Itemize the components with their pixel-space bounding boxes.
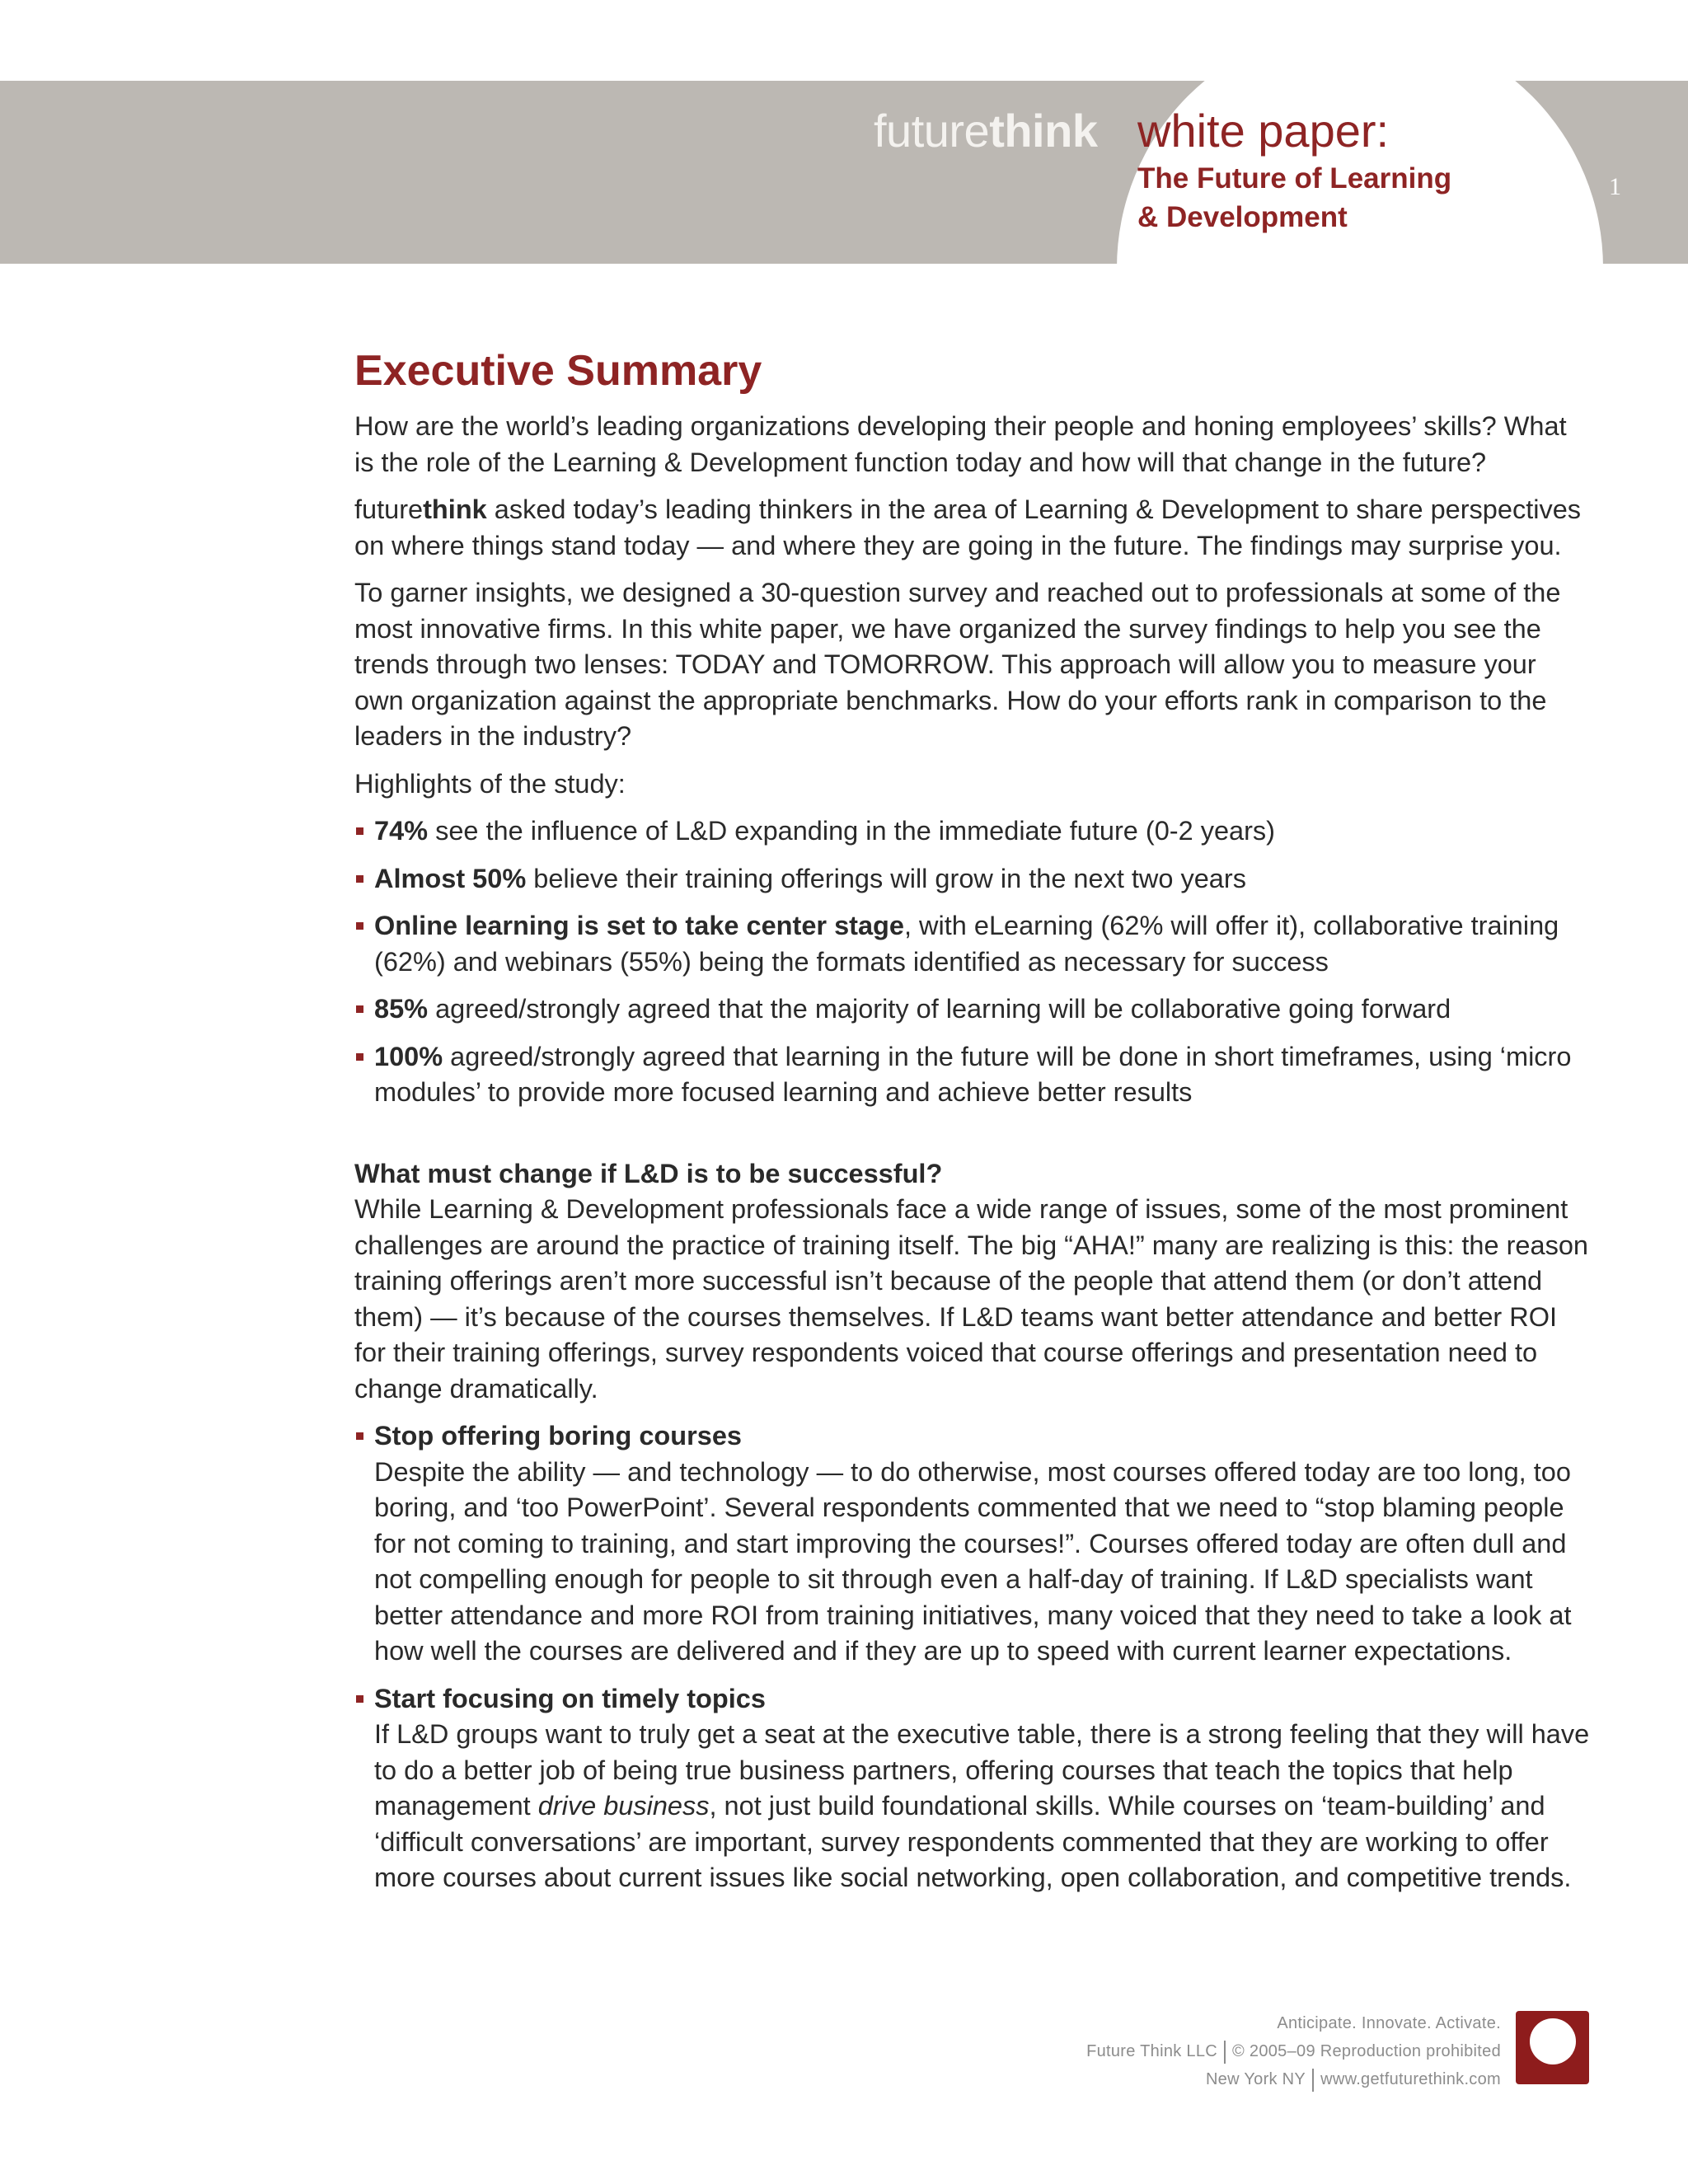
futurethink-logo-icon	[1516, 2011, 1589, 2084]
footer-tagline: Anticipate. Innovate. Activate.	[1277, 2014, 1501, 2032]
list-item: Online learning is set to take center stage, with eLearning (62% will offer it), collaborative training (62%) and webinars (55%) being the formats identified as necessary for success	[354, 908, 1591, 980]
footer-copyright: © 2005–09 Reproduction prohibited	[1232, 2042, 1501, 2060]
highlights-label: Highlights of the study:	[354, 768, 626, 799]
section-title: Stop offering boring courses	[374, 1421, 742, 1451]
change-intro: While Learning & Development professionals face a wide range of issues, some of the most prominent challenges are around the practice of training itself. The big “AHA!” many are realizing is this: the reason training offerings aren’t more successful isn’t because of the people that attend them (or don’t attend them) — it’s because of the courses themselves. If L&D teams want better attendance and better ROI for their training offerings, survey respondents voiced that course offerings and presentation need to change dramatically.	[354, 1194, 1588, 1404]
summary-paragraph-1: How are the world’s leading organizations developing their people and honing employees’ skills? What is the role of the Learning & Development function today and how will that change in the future?	[354, 411, 1567, 477]
executive-summary-heading: Executive Summary	[354, 347, 762, 395]
list-item: Start focusing on timely topics If L&D groups want to truly get a seat at the executive table, there is a strong feeling that they will have to do a better job of being true business partners, offering courses that teach the topics that help management drive business, not just build foundational skills. While courses on ‘team-building’ and ‘difficult conversations’ are important, survey respondents commented that they are working to offer more courses about current issues like social networking, open collaboration, and competitive trends.	[354, 1681, 1591, 1896]
section-body: Despite the ability — and technology — to do otherwise, most courses offered today are too long, too boring, and ‘too PowerPoint’. Several respondents commented that we need to “stop blaming people for not coming to training, and start improving the courses!”. Courses offered today are often dull and not compelling enough for people to sit through even a half-day of training. If L&D specialists want better attendance and more ROI from training initiatives, many voiced that they need to take a look at how well the courses are delivered and if they are up to speed with current learner expectations.	[374, 1456, 1572, 1666]
summary-paragraph-3: To garner insights, we designed a 30-question survey and reached out to professionals at some of the most innovative firms. In this white paper, we have organized the survey findings to help you see the trends through two lenses: TODAY and TOMORROW. This approach will allow you to measure your own organization against the appropriate benchmarks. How do your efforts rank in comparison to the leaders in the industry?	[354, 578, 1561, 751]
white-paper-subtitle: The Future of Learning & Development	[1137, 162, 1452, 233]
list-item	[354, 1418, 1591, 1670]
footer-city: New York NY	[1205, 2070, 1306, 2088]
page-number: 1	[1609, 173, 1621, 200]
change-heading: What must change if L&D is to be successful?	[354, 1158, 943, 1188]
section-title: Start focusing on timely topics	[374, 1683, 766, 1713]
list-item: 100% agreed/strongly agreed that learning in the future will be done in short timeframes, using ‘micro modules’ to provide more focused learning and achieve better results	[354, 1039, 1591, 1111]
footer	[1086, 2009, 1501, 2093]
list-item: 74% see the influence of L&D expanding in the immediate future (0-2 years)	[354, 813, 1591, 850]
footer-company: Future Think LLC	[1086, 2042, 1218, 2060]
list-item: 85% agreed/strongly agreed that the majority of learning will be collaborative going forward	[354, 991, 1591, 1028]
main-content	[354, 344, 1591, 1908]
list-item: Almost 50% believe their training offerings will grow in the next two years	[354, 861, 1591, 898]
summary-paragraph-2: futurethink asked today’s leading thinkers in the area of Learning & Development to share perspectives on where things stand today — and where they are going in the future. The findings may surprise you.	[354, 494, 1582, 560]
brand-wordmark: futurethink	[874, 105, 1098, 157]
white-paper-title: white paper:	[1137, 105, 1390, 157]
footer-website[interactable]: www.getfuturethink.com	[1320, 2070, 1501, 2088]
change-list	[354, 1418, 1591, 1896]
highlights-list	[354, 813, 1591, 1111]
